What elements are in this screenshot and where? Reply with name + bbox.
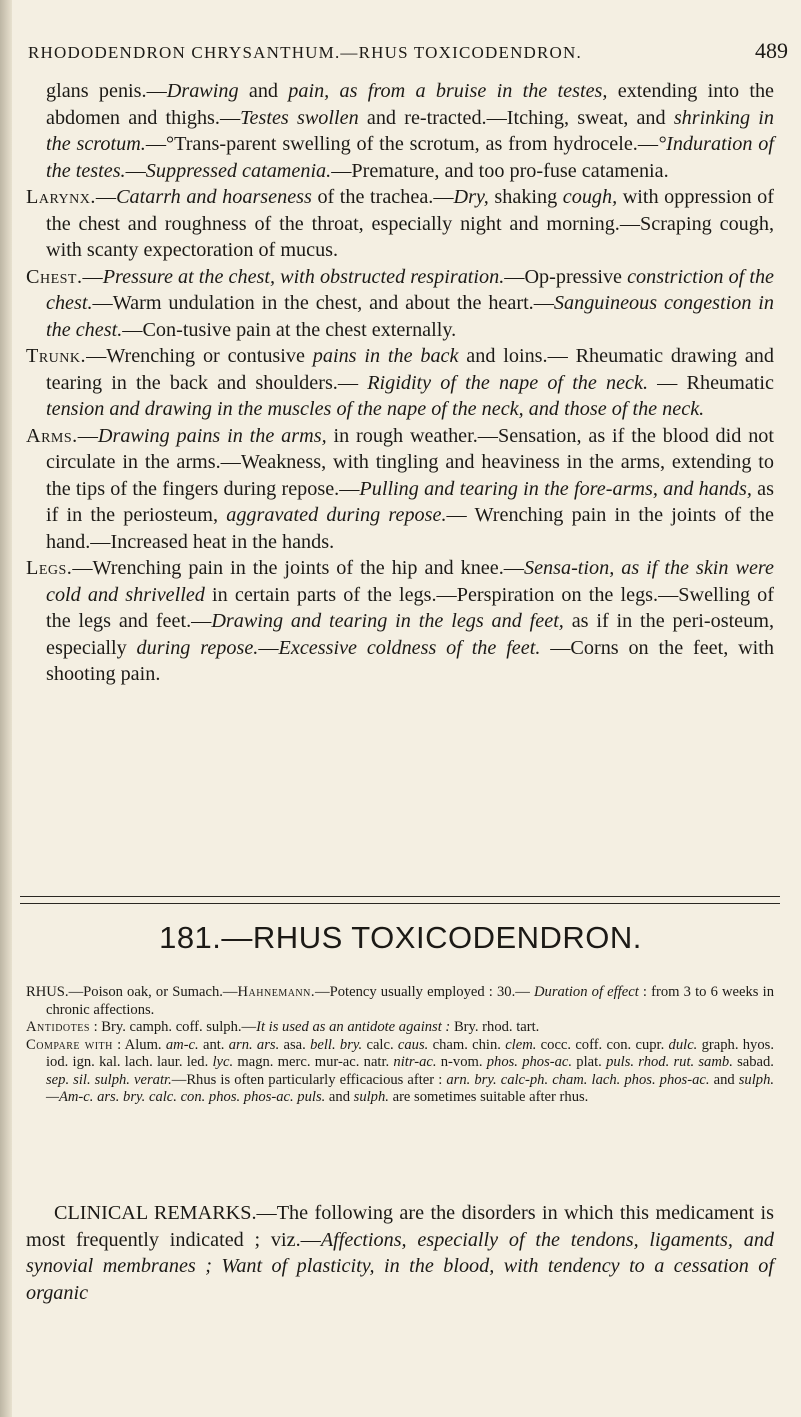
symptom-text: [26, 78, 774, 688]
italic-run: lyc.: [212, 1054, 234, 1070]
label-antidotes: Antidotes: [26, 1019, 90, 1035]
text-run: in certain parts of the legs.—Perspiration on the legs.—Swelling of the legs and feet.—: [46, 583, 774, 632]
section-label-larynx: Larynx.: [26, 186, 96, 208]
text-run: ant.: [198, 1036, 229, 1053]
text-run: RHUS.—Poison oak, or Sumach.—: [26, 984, 238, 1000]
text-run: glans penis.—: [46, 80, 167, 102]
italic-run: °Induration of the testes.: [46, 133, 774, 182]
text-run: —Wrenching or contusive: [86, 345, 313, 367]
text-run: in rough weather.—Sensation, as if the blood did not circulate in the arms.—Weakness, with tingling and heaviness in the arms, extending to the tips of the fingers during repose.—: [46, 424, 774, 500]
text-run: and re-tracted.—Itching, sweat, and: [358, 106, 674, 129]
italic-run: constriction of the chest.: [46, 265, 774, 314]
italic-run: tension and drawing in the muscles of the nape of the neck, and those of the neck.: [46, 398, 705, 420]
italic-run: am-c.: [165, 1036, 199, 1053]
italic-run: Pressure at the chest, with obstructed respiration.: [102, 265, 505, 288]
text-run: —: [82, 265, 103, 288]
text-run: —Warm undulation in the chest, and about the heart.—: [92, 292, 554, 314]
note-compare: [26, 1037, 774, 1107]
italic-run: Dry,: [453, 186, 489, 208]
text-run: graph. hyos. iod. ign. kal. lach. laur. led.: [46, 1036, 774, 1070]
paragraph-genitals: [26, 78, 774, 184]
text-run: —Premature, and too pro-fuse catamenia.: [331, 159, 669, 182]
note-rhus: [26, 984, 774, 1019]
running-header: [28, 38, 788, 64]
page-binding-edge: [0, 0, 12, 1417]
text-run: : Bry. camph. coff. sulph.—: [89, 1019, 257, 1035]
text-run: —Con-tusive pain at the chest externally.: [122, 318, 457, 341]
italic-run: pains in the back: [312, 345, 459, 367]
paragraph-trunk: [26, 343, 774, 423]
section-divider: [20, 896, 780, 904]
text-run: cocc. coff. con. cupr.: [536, 1036, 669, 1053]
text-run: calc.: [362, 1036, 398, 1053]
italic-run: puls. rhod. rut. samb.: [606, 1054, 733, 1070]
text-run: CLINICAL REMARKS.—The following are the disorders in which this medicament is most frequently indicated ; viz.—: [26, 1202, 774, 1251]
text-run: —Corns on the feet, with shooting pain.: [46, 636, 774, 685]
italic-run: Suppressed catamenia.: [145, 159, 332, 182]
italic-run: Drawing pains in the arms,: [97, 424, 327, 447]
text-run: : Alum.: [112, 1036, 166, 1053]
italic-run: sulph.: [353, 1089, 389, 1105]
italic-run: Rigidity of the nape of the neck.: [367, 371, 649, 394]
text-run: —Rhus is often particularly efficacious after :: [171, 1071, 447, 1088]
italic-run: phos. phos-ac.: [486, 1054, 573, 1070]
text-run: —: [95, 186, 117, 208]
page-number: 489: [755, 38, 788, 63]
remedy-notes: [26, 984, 774, 1107]
italic-run: during repose.: [136, 636, 259, 659]
text-run: and: [238, 80, 289, 102]
italic-run: Testes swollen: [240, 106, 359, 129]
text-run: plat.: [572, 1054, 607, 1070]
text-run: —: [77, 424, 98, 447]
italic-run: Duration of effect: [533, 984, 639, 1000]
italic-run: Affections, especially of the tendons, ligaments, and synovial membranes ; Want of plasticity, in the blood, with tendency to a cessation of organic: [26, 1228, 775, 1304]
text-run: —Potency usually employed : 30.—: [315, 984, 534, 1000]
italic-run: dulc.: [668, 1036, 698, 1053]
section-title: 181.—RHUS TOXICODENDRON.: [159, 920, 642, 955]
italic-run: Catarrh and hoarseness: [116, 186, 312, 208]
clinical-paragraph: [26, 1200, 774, 1306]
italic-run: arn. ars.: [228, 1036, 280, 1053]
paragraph-arms: [26, 423, 774, 556]
clinical-remarks: [26, 1200, 774, 1306]
text-run: shaking: [488, 186, 563, 208]
text-run: of the trachea.—: [311, 186, 454, 208]
text-run: with oppression of the chest and roughness of the throat, especially night and morning.—Scraping cough, with scanty expectoration of mucus.: [46, 186, 774, 261]
italic-run: cough,: [562, 186, 618, 208]
section-label-legs: Legs.: [26, 557, 73, 579]
text-run: cham. chin.: [428, 1036, 506, 1053]
italic-run: aggravated during repose.: [226, 504, 447, 526]
section-label-arms: Arms.: [26, 424, 78, 447]
section-label-trunk: Trunk.: [26, 345, 87, 367]
text-run: and loins.— Rheumatic drawing and tearing in the back and shoulders.—: [46, 345, 774, 394]
italic-run: Drawing and tearing in the legs and feet,: [211, 610, 564, 632]
text-run: Bry. rhod. tart.: [450, 1019, 540, 1035]
italic-run: nitr-ac.: [393, 1054, 437, 1070]
italic-run: clem.: [505, 1036, 537, 1053]
italic-run: Excessive coldness of the feet.: [278, 636, 541, 659]
text-run: — Wrenching pain in the joints of the hand.—Increased heat in the hands.: [46, 504, 775, 553]
italic-run: Sanguineous congestion in the chest.: [46, 292, 774, 341]
italic-run: caus.: [397, 1036, 429, 1053]
text-run: as if in the periosteum,: [46, 477, 774, 526]
paragraph-larynx: [26, 184, 774, 264]
paragraph-legs: [26, 555, 774, 688]
text-run: are sometimes suitable after rhus.: [388, 1089, 589, 1105]
text-run: magn. merc. mur-ac. natr.: [233, 1054, 394, 1070]
text-run: — Rheumatic: [648, 371, 774, 394]
text-run: extending into the abdomen and thighs.—: [46, 80, 774, 129]
italic-run: sulph.—Am-c. ars. bry. calc. con. phos. phos-ac. puls.: [46, 1071, 775, 1105]
section-label-chest: Chest.: [26, 265, 83, 288]
italic-run: Sensa-tion, as if the skin were cold and shrivelled: [46, 557, 774, 606]
text-run: —: [258, 636, 279, 659]
text-run: —°Trans-parent swelling of the scrotum, as from hydrocele.—: [145, 133, 659, 155]
text-run: sabad.: [732, 1054, 774, 1070]
italic-run: Pulling and tearing in the fore-arms, and hands,: [359, 477, 752, 500]
label-compare: Compare with: [26, 1036, 113, 1053]
italic-run: bell. bry.: [310, 1036, 363, 1053]
text-run: n-vom.: [436, 1054, 487, 1070]
note-antidotes: [26, 1019, 774, 1037]
text-run: and: [709, 1071, 739, 1088]
running-title: RHODODENDRON CHRYSANTHUM.—RHUS TOXICODENDRON.: [28, 43, 582, 62]
text-run: asa.: [279, 1036, 311, 1053]
italic-run: sep. sil. sulph. veratr.: [46, 1071, 172, 1088]
author-name: Hahnemann.: [237, 984, 316, 1000]
text-run: as if in the peri-osteum, especially: [46, 610, 774, 659]
italic-run: arn. bry. calc-ph. cham. lach. phos. phos-ac.: [446, 1071, 710, 1088]
text-run: : from 3 to 6 weeks in chronic affections.: [46, 984, 774, 1018]
text-run: [329, 80, 339, 102]
text-run: and: [325, 1089, 354, 1105]
italic-run: as from a bruise in the testes,: [339, 80, 608, 102]
italic-run: shrinking in the scrotum.: [46, 106, 774, 155]
italic-run: Drawing: [166, 80, 239, 102]
italic-run: pain,: [288, 80, 330, 102]
paragraph-chest: [26, 264, 774, 344]
italic-run: It is used as an antidote against :: [256, 1019, 451, 1035]
text-run: —: [125, 159, 146, 182]
text-run: —Wrenching pain in the joints of the hip and knee.—: [72, 557, 524, 579]
text-run: —Op-pressive: [504, 265, 628, 288]
